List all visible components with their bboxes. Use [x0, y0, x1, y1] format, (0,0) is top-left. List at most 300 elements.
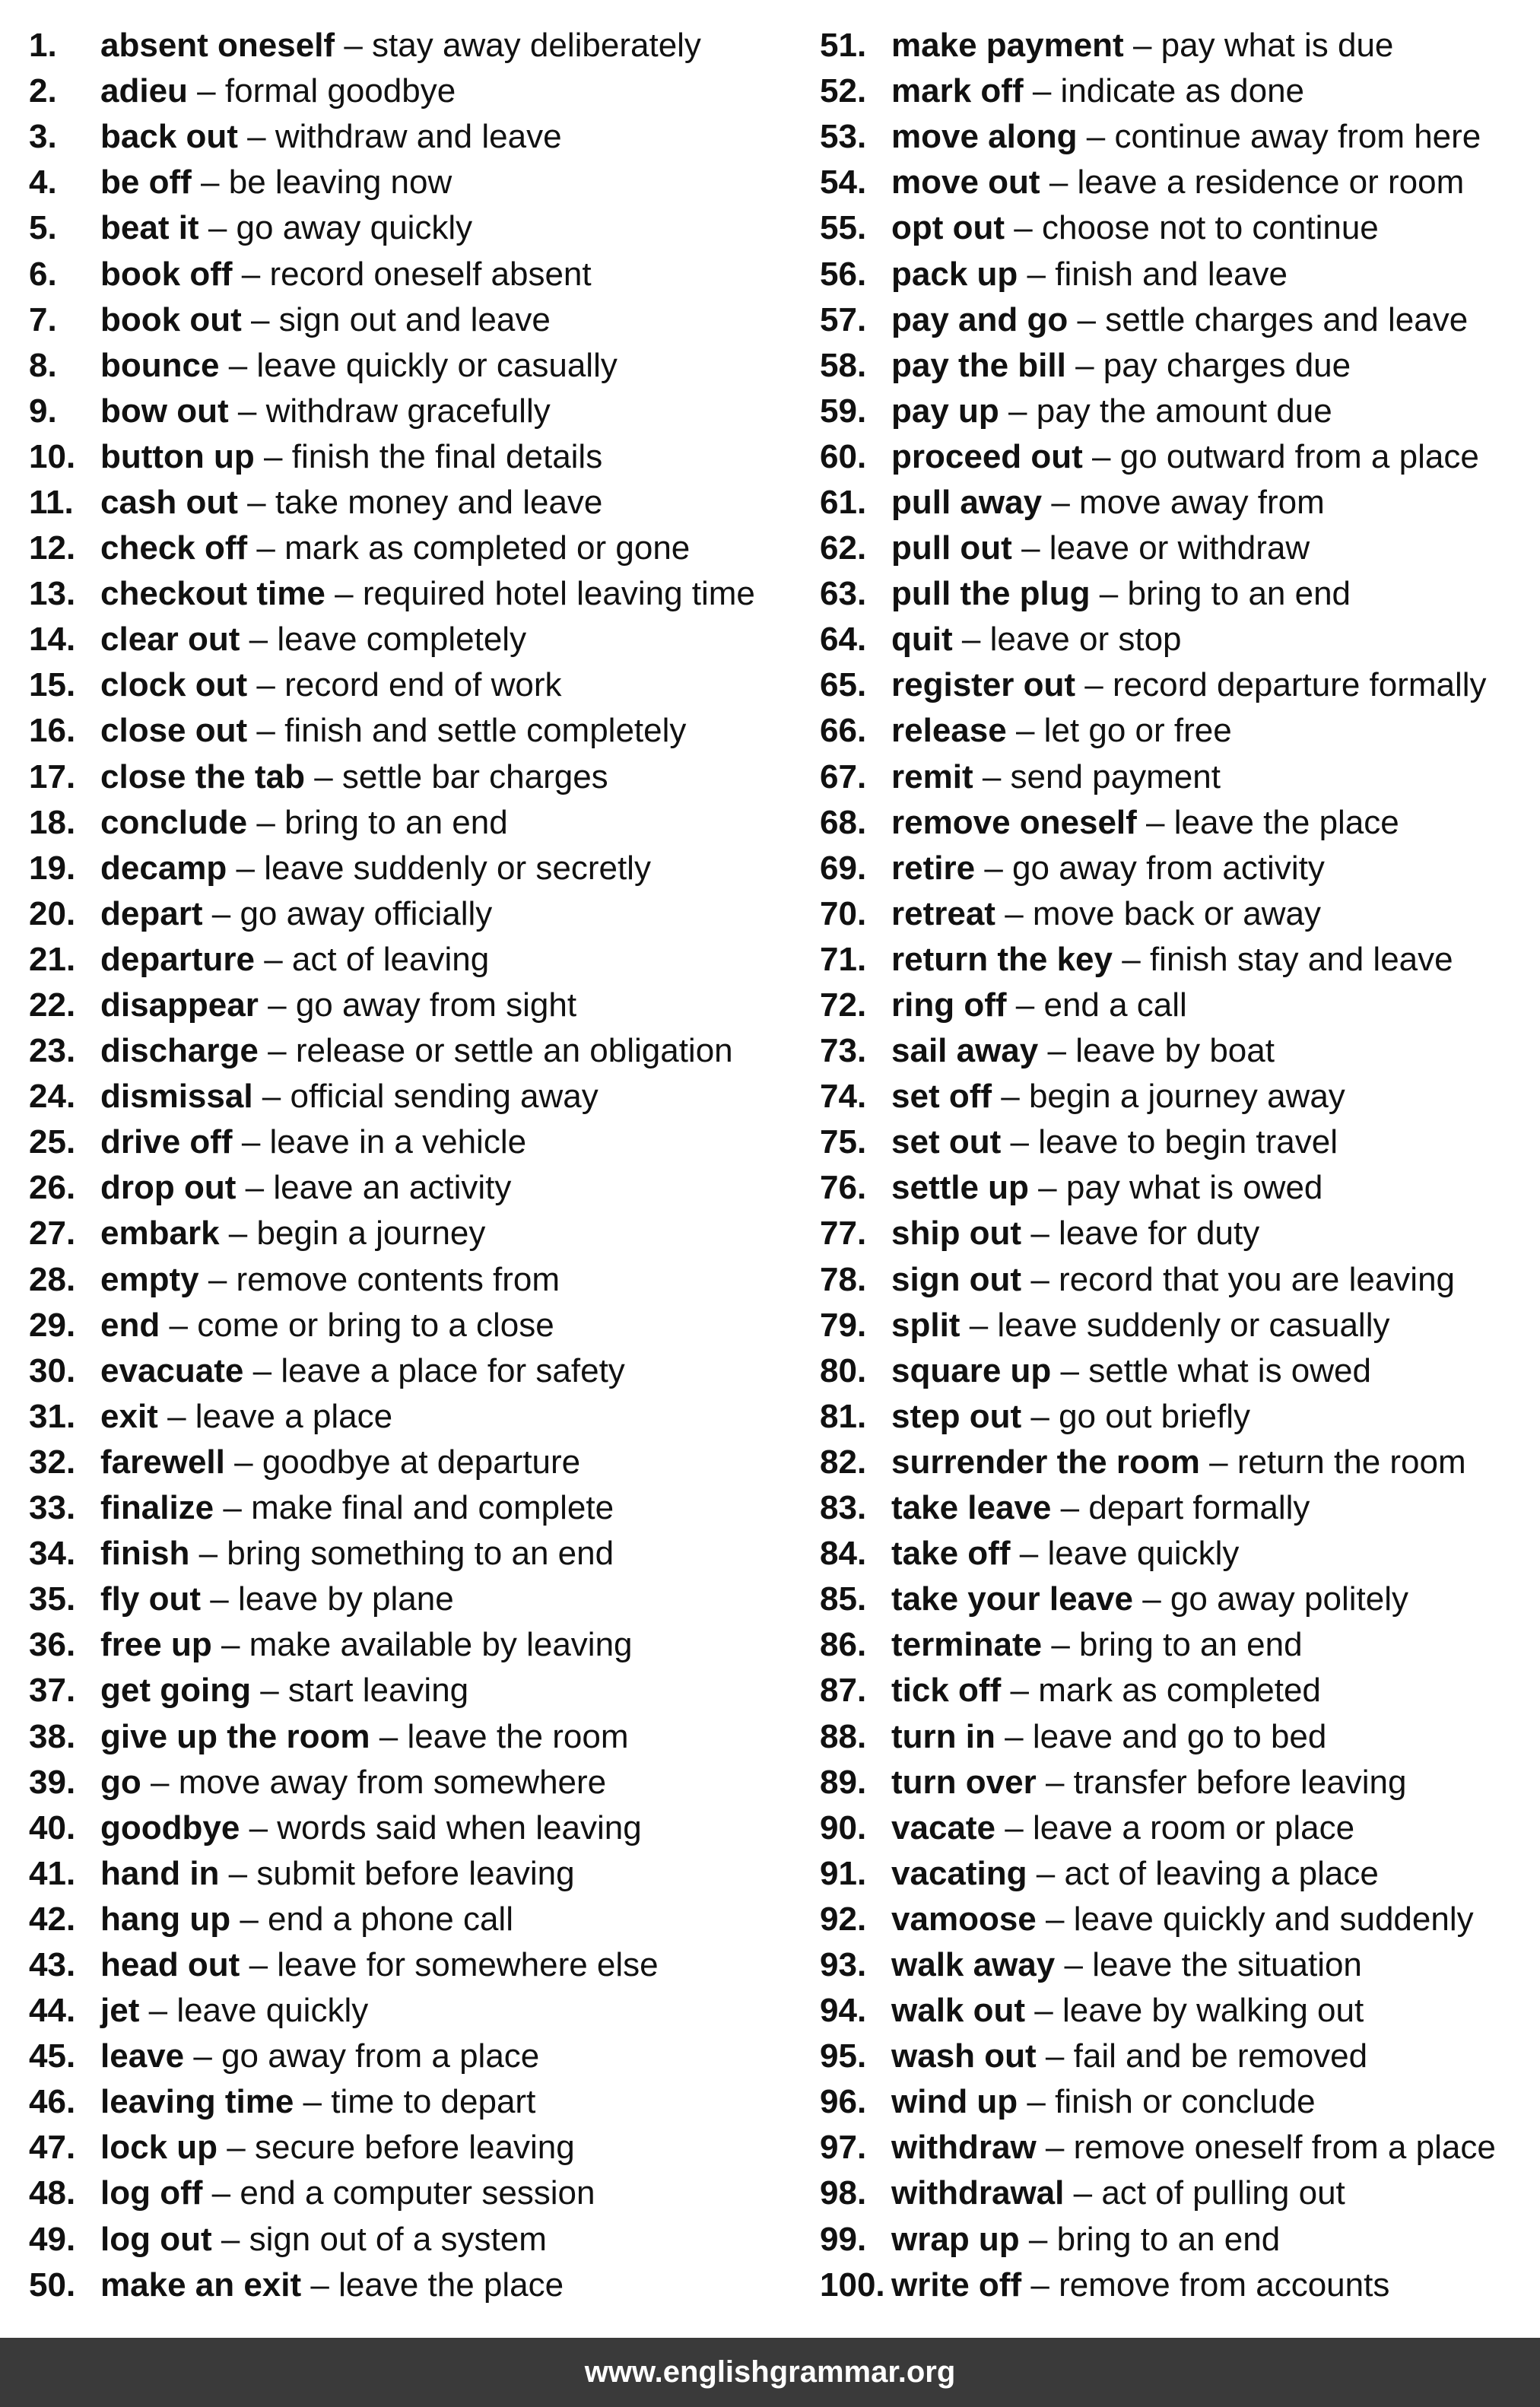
list-item: [29, 1897, 789, 1942]
item-definition: begin a journey: [256, 1215, 486, 1253]
item-definition: stay away deliberately: [372, 27, 701, 65]
list-item: [29, 1303, 789, 1348]
list-item: [820, 1165, 1535, 1211]
list-item: [820, 1074, 1535, 1119]
item-separator: –: [1086, 118, 1106, 156]
list-item: [820, 800, 1535, 846]
item-term: surrender the room: [891, 1443, 1200, 1481]
item-number: 76.: [820, 1169, 867, 1207]
item-term: leave: [100, 2037, 185, 2075]
item-term: exit: [100, 1397, 158, 1435]
item-number: 81.: [820, 1397, 867, 1435]
item-definition: act of leaving: [291, 940, 490, 978]
list-item: [820, 297, 1535, 343]
item-definition: sign out of a system: [249, 2220, 547, 2258]
item-number: 11.: [29, 483, 74, 521]
item-separator: –: [193, 2037, 212, 2075]
list-item: [820, 480, 1535, 526]
item-separator: –: [240, 1900, 259, 1938]
item-number: 80.: [820, 1351, 867, 1389]
item-number: 28.: [29, 1260, 76, 1298]
item-number: 34.: [29, 1535, 76, 1573]
item-separator: –: [198, 1535, 218, 1573]
item-term: turn over: [891, 1763, 1037, 1801]
item-term: pay the bill: [891, 346, 1066, 384]
item-separator: –: [1073, 2174, 1093, 2212]
item-term: remove oneself: [891, 803, 1137, 841]
item-definition: leave quickly: [176, 1992, 369, 2030]
footer-bar: [0, 2338, 1540, 2407]
item-number: 35.: [29, 1580, 76, 1618]
item-separator: –: [1075, 346, 1094, 384]
item-number: 62.: [820, 529, 867, 567]
item-separator: –: [1027, 2083, 1046, 2121]
item-term: opt out: [891, 209, 1005, 247]
list-item: [820, 1897, 1535, 1942]
item-term: departure: [100, 940, 255, 978]
item-definition: depart formally: [1088, 1489, 1310, 1527]
item-term: book out: [100, 300, 242, 338]
item-number: 25.: [29, 1123, 76, 1161]
item-separator: –: [197, 72, 216, 110]
item-definition: leave or withdraw: [1049, 529, 1310, 567]
item-term: make an exit: [100, 2266, 302, 2304]
item-definition: leave the place: [1173, 803, 1399, 841]
list-item: [820, 2079, 1535, 2125]
item-definition: bring to an end: [1079, 1626, 1303, 1664]
item-definition: leave or stop: [989, 621, 1182, 659]
item-number: 33.: [29, 1489, 76, 1527]
item-separator: –: [221, 1626, 240, 1664]
item-term: absent oneself: [100, 27, 335, 65]
item-number: 88.: [820, 1717, 867, 1755]
item-term: close out: [100, 712, 248, 750]
item-term: checkout time: [100, 575, 325, 613]
item-definition: end a computer session: [240, 2174, 595, 2212]
item-number: 85.: [820, 1580, 867, 1618]
list-item: [820, 846, 1535, 891]
item-definition: leave the room: [407, 1717, 629, 1755]
item-number: 7.: [29, 300, 57, 338]
item-separator: –: [1051, 483, 1070, 521]
item-term: turn in: [891, 1717, 995, 1755]
item-number: 73.: [820, 1032, 867, 1070]
item-number: 99.: [820, 2220, 867, 2258]
list-item: [29, 205, 789, 251]
item-definition: sign out and leave: [278, 300, 551, 338]
item-definition: leave by boat: [1075, 1032, 1275, 1070]
item-term: ring off: [891, 986, 1007, 1024]
item-term: leaving time: [100, 2083, 294, 2121]
item-number: 13.: [29, 575, 76, 613]
word-list-left-column: [29, 23, 789, 2308]
item-separator: –: [303, 2083, 322, 2121]
item-definition: leave the situation: [1092, 1945, 1362, 1983]
item-definition: be leaving now: [228, 164, 452, 202]
item-definition: words said when leaving: [277, 1808, 642, 1847]
item-definition: act of leaving a place: [1064, 1854, 1379, 1892]
item-separator: –: [241, 255, 261, 293]
item-separator: –: [1046, 1900, 1065, 1938]
item-separator: –: [227, 2129, 246, 2167]
item-term: pull away: [891, 483, 1043, 521]
item-separator: –: [1028, 2220, 1048, 2258]
item-term: hang up: [100, 1900, 231, 1938]
item-term: farewell: [100, 1443, 225, 1481]
list-item: [820, 389, 1535, 434]
item-term: pack up: [891, 255, 1018, 293]
item-term: tick off: [891, 1672, 1002, 1710]
list-item: [820, 1760, 1535, 1805]
item-definition: record end of work: [284, 666, 562, 704]
item-definition: go away from sight: [295, 986, 577, 1024]
item-number: 82.: [820, 1443, 867, 1481]
item-definition: record oneself absent: [269, 255, 592, 293]
item-separator: –: [210, 1580, 229, 1618]
item-number: 27.: [29, 1215, 76, 1253]
list-item: [29, 800, 789, 846]
list-item: [29, 1028, 789, 1074]
item-separator: –: [228, 1854, 248, 1892]
item-term: book off: [100, 255, 233, 293]
item-definition: choose not to continue: [1042, 209, 1379, 247]
item-term: vacating: [891, 1854, 1027, 1892]
item-separator: –: [1014, 209, 1033, 247]
item-term: take your leave: [891, 1580, 1133, 1618]
item-number: 47.: [29, 2129, 76, 2167]
item-number: 89.: [820, 1763, 867, 1801]
item-number: 59.: [820, 392, 867, 430]
item-term: wash out: [891, 2037, 1037, 2075]
item-term: step out: [891, 1397, 1022, 1435]
item-number: 42.: [29, 1900, 76, 1938]
item-definition: make final and complete: [251, 1489, 614, 1527]
list-item: [29, 2170, 789, 2216]
item-number: 12.: [29, 529, 76, 567]
item-separator: –: [169, 1306, 188, 1344]
list-item: [29, 1988, 789, 2034]
item-separator: –: [1064, 1945, 1083, 1983]
item-term: vamoose: [891, 1900, 1037, 1938]
item-separator: –: [167, 1397, 186, 1435]
item-term: proceed out: [891, 437, 1083, 475]
item-separator: –: [211, 2174, 231, 2212]
item-term: wind up: [891, 2083, 1018, 2121]
item-separator: –: [201, 164, 220, 202]
item-separator: –: [1021, 529, 1040, 567]
list-item: [820, 1668, 1535, 1713]
item-number: 96.: [820, 2083, 867, 2121]
list-item: [29, 389, 789, 434]
item-separator: –: [310, 2266, 329, 2304]
list-item: [820, 1531, 1535, 1577]
item-term: head out: [100, 1945, 240, 1983]
item-separator: –: [1084, 666, 1103, 704]
item-separator: –: [1005, 1808, 1024, 1847]
item-number: 83.: [820, 1489, 867, 1527]
item-separator: –: [982, 757, 1002, 795]
item-number: 29.: [29, 1306, 76, 1344]
item-number: 14.: [29, 621, 76, 659]
item-definition: bring to an end: [1127, 575, 1351, 613]
item-definition: finish stay and leave: [1149, 940, 1453, 978]
item-separator: –: [221, 2220, 240, 2258]
item-definition: finish the final details: [291, 437, 603, 475]
item-term: split: [891, 1306, 961, 1344]
item-number: 41.: [29, 1854, 76, 1892]
list-item: [29, 2125, 789, 2170]
list-item: [820, 937, 1535, 983]
item-definition: fail and be removed: [1073, 2037, 1368, 2075]
list-item: [820, 205, 1535, 251]
list-item: [29, 617, 789, 662]
item-term: make payment: [891, 27, 1124, 65]
item-term: drive off: [100, 1123, 233, 1161]
item-term: withdrawal: [891, 2174, 1065, 2212]
list-item: [820, 2034, 1535, 2079]
item-term: clear out: [100, 621, 240, 659]
item-definition: record that you are leaving: [1059, 1260, 1456, 1298]
item-term: bounce: [100, 346, 220, 384]
item-term: move out: [891, 164, 1040, 202]
item-number: 79.: [820, 1306, 867, 1344]
item-definition: act of pulling out: [1101, 2174, 1345, 2212]
item-definition: start leaving: [287, 1672, 469, 1710]
item-number: 60.: [820, 437, 867, 475]
item-separator: –: [1045, 1763, 1065, 1801]
item-term: wrap up: [891, 2220, 1020, 2258]
item-definition: make available by leaving: [249, 1626, 633, 1664]
list-item: [29, 1348, 789, 1394]
item-term: beat it: [100, 209, 199, 247]
item-definition: leave quickly or casually: [256, 346, 618, 384]
item-number: 45.: [29, 2037, 76, 2075]
item-definition: move away from somewhere: [178, 1763, 607, 1801]
item-separator: –: [1142, 1580, 1161, 1618]
item-definition: come or bring to a close: [197, 1306, 554, 1344]
item-definition: go away officially: [240, 894, 493, 932]
list-item: [820, 2170, 1535, 2216]
item-number: 53.: [820, 118, 867, 156]
item-term: jet: [100, 1992, 140, 2030]
item-separator: –: [961, 621, 981, 659]
list-item: [29, 1440, 789, 1485]
item-number: 5.: [29, 209, 57, 247]
item-separator: –: [969, 1306, 989, 1344]
list-item: [820, 2263, 1535, 2308]
item-term: log out: [100, 2220, 212, 2258]
item-term: give up the room: [100, 1717, 370, 1755]
item-definition: settle charges and leave: [1105, 300, 1469, 338]
item-definition: go away from a place: [221, 2037, 540, 2075]
item-definition: begin a journey away: [1028, 1078, 1345, 1116]
list-item: [820, 1303, 1535, 1348]
item-separator: –: [1008, 392, 1027, 430]
list-item: [29, 891, 789, 937]
item-number: 22.: [29, 986, 76, 1024]
list-item: [29, 1851, 789, 1897]
list-item: [29, 1257, 789, 1303]
item-separator: –: [1015, 986, 1035, 1024]
list-item: [820, 2217, 1535, 2263]
item-term: log off: [100, 2174, 203, 2212]
item-term: walk out: [891, 1992, 1026, 2030]
item-definition: official sending away: [290, 1078, 599, 1116]
item-number: 93.: [820, 1945, 867, 1983]
list-item: [820, 617, 1535, 662]
item-definition: release or settle an obligation: [295, 1032, 733, 1070]
item-separator: –: [1045, 2037, 1065, 2075]
item-separator: –: [1038, 1169, 1057, 1207]
item-definition: pay what is due: [1161, 27, 1394, 65]
item-definition: remove from accounts: [1059, 2266, 1390, 2304]
item-term: hand in: [100, 1854, 220, 1892]
list-item: [820, 160, 1535, 205]
item-number: 52.: [820, 72, 867, 110]
item-term: goodbye: [100, 1808, 240, 1847]
item-number: 63.: [820, 575, 867, 613]
item-definition: leave suddenly or casually: [997, 1306, 1390, 1344]
item-number: 64.: [820, 621, 867, 659]
list-item: [820, 251, 1535, 297]
item-definition: go away from activity: [1012, 849, 1325, 887]
list-item: [29, 2079, 789, 2125]
item-number: 49.: [29, 2220, 76, 2258]
list-item: [29, 1211, 789, 1256]
list-item: [820, 1485, 1535, 1531]
item-term: conclude: [100, 803, 248, 841]
item-number: 87.: [820, 1672, 867, 1710]
item-separator: –: [249, 1808, 268, 1847]
list-item: [29, 434, 789, 480]
item-number: 91.: [820, 1854, 867, 1892]
item-definition: take money and leave: [275, 483, 603, 521]
item-number: 71.: [820, 940, 867, 978]
item-number: 10.: [29, 437, 76, 475]
item-separator: –: [256, 712, 275, 750]
item-term: get going: [100, 1672, 251, 1710]
item-number: 68.: [820, 803, 867, 841]
item-separator: –: [1060, 1351, 1079, 1389]
item-number: 70.: [820, 894, 867, 932]
item-term: be off: [100, 164, 192, 202]
item-number: 58.: [820, 346, 867, 384]
item-number: 86.: [820, 1626, 867, 1664]
item-term: close the tab: [100, 757, 305, 795]
list-item: [820, 1622, 1535, 1668]
list-item: [820, 571, 1535, 617]
item-separator: –: [1001, 1078, 1020, 1116]
list-item: [820, 891, 1535, 937]
list-item: [820, 1988, 1535, 2034]
list-item: [29, 1394, 789, 1440]
item-term: move along: [891, 118, 1078, 156]
list-item: [29, 2217, 789, 2263]
item-separator: –: [1146, 803, 1165, 841]
item-definition: leave a room or place: [1032, 1808, 1355, 1847]
item-separator: –: [237, 392, 257, 430]
item-term: retreat: [891, 894, 995, 932]
item-term: lock up: [100, 2129, 218, 2167]
item-separator: –: [1047, 1032, 1066, 1070]
item-term: pull out: [891, 529, 1012, 567]
list-item: [29, 983, 789, 1028]
item-definition: withdraw and leave: [275, 118, 562, 156]
list-item: [820, 1440, 1535, 1485]
item-definition: record departure formally: [1113, 666, 1487, 704]
item-separator: –: [264, 437, 283, 475]
item-number: 95.: [820, 2037, 867, 2075]
list-item: [820, 1942, 1535, 1988]
item-separator: –: [984, 849, 1003, 887]
item-term: sail away: [891, 1032, 1039, 1070]
item-term: decamp: [100, 849, 227, 887]
list-item: [820, 1577, 1535, 1622]
item-separator: –: [264, 940, 283, 978]
item-separator: –: [256, 666, 275, 704]
item-number: 30.: [29, 1351, 76, 1389]
item-term: write off: [891, 2266, 1022, 2304]
list-item: [820, 1211, 1535, 1256]
item-separator: –: [1030, 1260, 1049, 1298]
item-number: 16.: [29, 712, 76, 750]
item-term: pay and go: [891, 300, 1068, 338]
word-list-right-column: [820, 23, 1535, 2308]
list-item: [820, 1851, 1535, 1897]
item-number: 54.: [820, 164, 867, 202]
item-number: 20.: [29, 894, 76, 932]
item-separator: –: [1032, 72, 1052, 110]
item-definition: secure before leaving: [254, 2129, 575, 2167]
item-definition: return the room: [1237, 1443, 1466, 1481]
item-separator: –: [262, 1078, 281, 1116]
list-item: [820, 983, 1535, 1028]
item-definition: remove oneself from a place: [1073, 2129, 1496, 2167]
item-separator: –: [151, 1763, 170, 1801]
list-item: [29, 1668, 789, 1713]
item-number: 100.: [820, 2266, 885, 2304]
item-separator: –: [249, 1945, 268, 1983]
item-separator: –: [208, 209, 227, 247]
item-separator: –: [208, 1260, 227, 1298]
list-item: [29, 1119, 789, 1165]
item-definition: pay what is owed: [1065, 1169, 1323, 1207]
item-separator: –: [1005, 894, 1024, 932]
item-separator: –: [241, 1123, 261, 1161]
item-number: 17.: [29, 757, 76, 795]
item-definition: mark as completed: [1038, 1672, 1321, 1710]
item-term: take off: [891, 1535, 1011, 1573]
item-definition: formal goodbye: [224, 72, 456, 110]
item-term: settle up: [891, 1169, 1029, 1207]
item-separator: –: [344, 27, 363, 65]
list-item: [820, 662, 1535, 708]
item-number: 39.: [29, 1763, 76, 1801]
item-term: adieu: [100, 72, 188, 110]
item-term: free up: [100, 1626, 212, 1664]
item-number: 3.: [29, 118, 57, 156]
item-term: drop out: [100, 1169, 237, 1207]
item-definition: end a call: [1043, 986, 1187, 1024]
item-separator: –: [1045, 2129, 1065, 2167]
item-definition: finish and leave: [1055, 255, 1288, 293]
item-definition: leave a place: [195, 1397, 393, 1435]
item-number: 92.: [820, 1900, 867, 1938]
list-item: [820, 1805, 1535, 1851]
list-item: [29, 297, 789, 343]
item-definition: leave and go to bed: [1032, 1717, 1327, 1755]
item-definition: leave for somewhere else: [277, 1945, 659, 1983]
